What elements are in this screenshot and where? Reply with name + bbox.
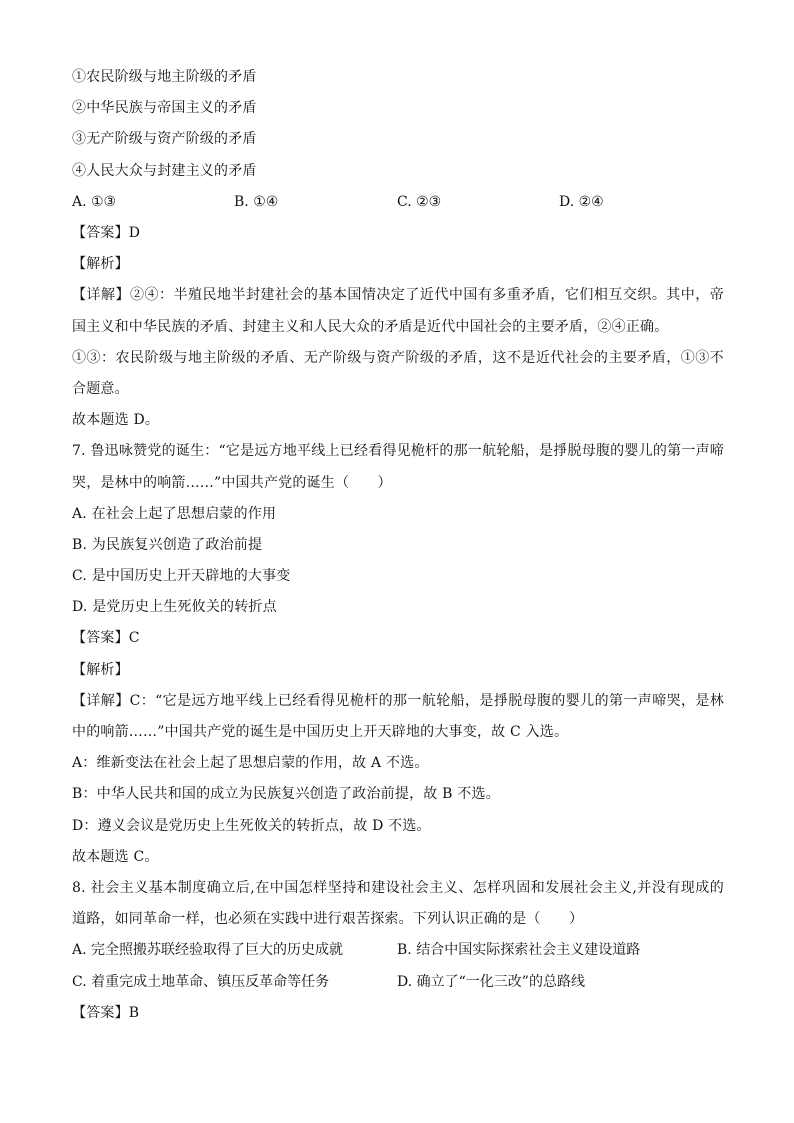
q8-option-b: B. 结合中国实际探索社会主义建设道路 [397,942,641,959]
q8-answer: 【答案】B [72,1004,140,1021]
q6-option-d: D. ②④ [559,193,604,210]
q6-option-a: A. ①③ [72,193,117,210]
q8-option-a: A. 完全照搬苏联经验取得了巨大的历史成就 [72,942,344,959]
q8-stem: 8. 社会主义基本制度确立后,在中国怎样坚持和建设社会主义、怎样巩固和发展社会主义,并没有现成的道路，如同革命一样，也必须在实践中进行艰苦探索。下列认识正确的是（ ） [72,880,724,928]
q7-option-d: D. 是党历史上生死攸关的转折点 [72,599,277,616]
q7-option-a: A. 在社会上起了思想启蒙的作用 [72,505,277,522]
q7-detail-1: 【详解】C：“它是远方地平线上已经看得见桅杆的那一航轮船，是掙脱母腹的婴儿的第一声啼哭，是林中的响箭……”中国共产党的诞生是中国历史上开天辟地的大事变，故 C 入选。 [72,692,724,741]
q6-item-2: ②中华民族与帝国主义的矛盾 [72,100,257,117]
document-page [72,62,724,1029]
q8-options-row-1 [72,935,724,966]
q6-option-b: B. ①④ [234,193,279,210]
q6-item-4: ④人民大众与封建主义的矛盾 [72,162,257,179]
q6-option-c: C. ②③ [397,193,442,210]
q6-item-3: ③无产阶级与资产阶级的矛盾 [72,131,257,148]
q6-answer: 【答案】D [72,224,141,241]
q6-options [72,187,724,218]
q8-options-row-2 [72,967,724,998]
q8-option-c: C. 着重完成土地革命、镇压反革命等任务 [72,973,330,990]
q7-conclusion: 故本题选 C。 [72,848,159,865]
q7-stem: 7. 鲁迅咏赞党的诞生：“它是远方地平线上已经看得见桅杆的那一航轮船，是掙脱母腹的婴儿的第一声啼哭，是林中的响箭……”中国共产党的诞生（ ） [72,443,724,491]
q7-answer: 【答案】C [72,630,140,647]
q7-detail-4: D：遵义会议是党历史上生死攸关的转折点，故 D 不选。 [72,817,431,834]
q6-analysis-label: 【解析】 [72,256,129,273]
q7-analysis-label: 【解析】 [72,661,129,678]
q7-detail-3: B：中华人民共和国的成立为民族复兴创造了政治前提，故 B 不选。 [72,786,500,803]
q6-conclusion: 故本题选 D。 [72,412,160,429]
q7-option-c: C. 是中国历史上开天辟地的大事变 [72,568,291,585]
q7-option-b: B. 为民族复兴创造了政治前提 [72,536,263,553]
q8-option-d: D. 确立了“一化三改”的总路线 [397,973,585,990]
q7-detail-2: A：维新变法在社会上起了思想启蒙的作用，故 A 不选。 [72,755,429,772]
q6-item-1: ①农民阶级与地主阶级的矛盾 [72,69,257,85]
q6-detail-1: 【详解】②④：半殖民地半封建社会的基本国情决定了近代中国有多重矛盾，它们相互交织。其中，帝国主义和中华民族的矛盾、封建主义和人民大众的矛盾是近代中国社会的主要矛盾，②④正确。 [72,287,724,335]
q6-detail-2: ①③：农民阶级与地主阶级的矛盾、无产阶级与资产阶级的矛盾，这不是近代社会的主要矛盾，①③不合题意。 [72,349,724,397]
